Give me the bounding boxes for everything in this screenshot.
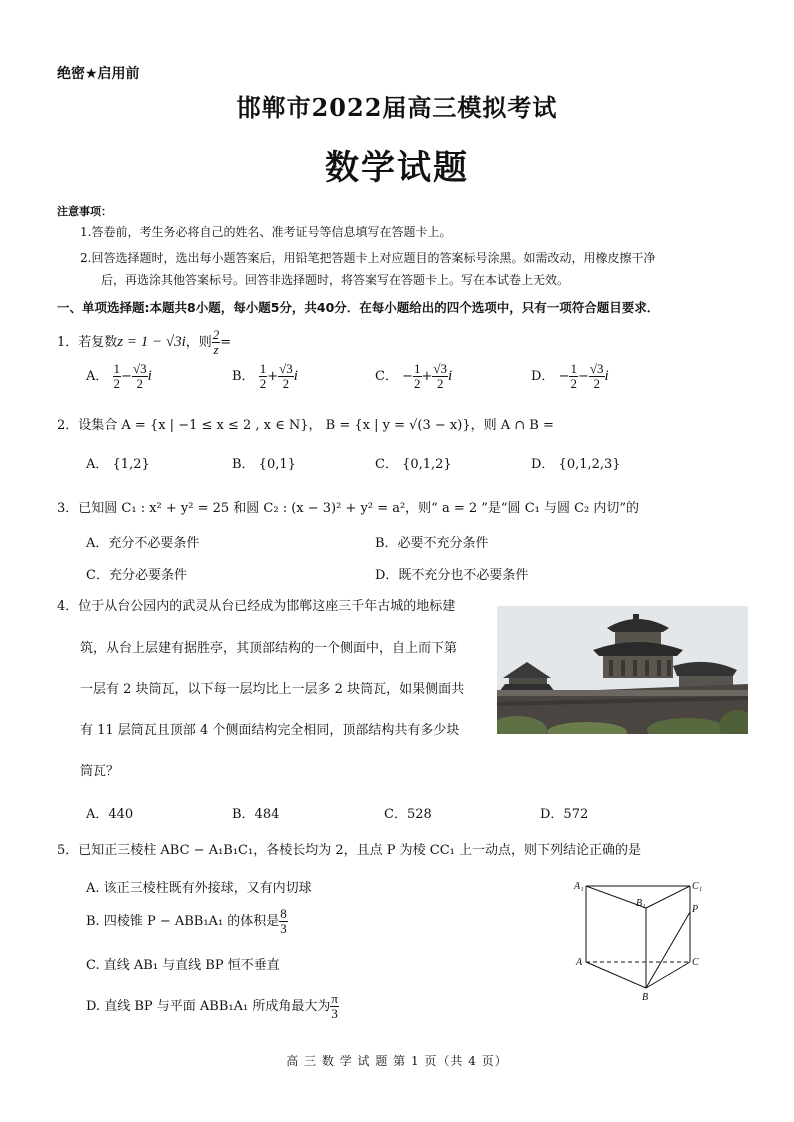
wuling-tower-photo bbox=[497, 606, 748, 734]
question-3-option-c: C．充分必要条件 bbox=[86, 568, 187, 583]
question-5-option-b: B. 四棱锥 P − ABB₁A₁ 的体积是 $\frac{8}{3}$ bbox=[86, 906, 287, 936]
notice-item-2-line-1: 2.回答选择题时，选出每小题答案后，用铅笔把答题卡上对应题目的答案标号涂黑。如需改动，用橡皮擦干净 bbox=[80, 251, 656, 265]
question-4-line-3: 一层有 2 块筒瓦，以下每一层均比上一层多 2 块筒瓦，如果侧面共 bbox=[80, 682, 465, 697]
label-c: C bbox=[692, 957, 699, 968]
label-b: B bbox=[642, 992, 649, 1003]
exam-title: 邯郸市2022届高三模拟考试 bbox=[236, 93, 558, 122]
segment-bp bbox=[646, 912, 690, 988]
question-4-line-1: 4．位于从台公园内的武灵从台已经成为邯郸这座三千年古城的地标建 bbox=[57, 599, 456, 614]
question-2-option-d: D． {0,1,2,3} bbox=[531, 457, 621, 472]
subject-title: 数学试题 bbox=[325, 148, 469, 188]
notice-item-2-line-2: 后，再选涂其他答案标号。回答非选择题时，将答案写在答题卡上。写在本试卷上无效。 bbox=[101, 273, 570, 287]
edge-bc bbox=[646, 962, 690, 988]
question-4-option-d: D．572 bbox=[540, 807, 589, 822]
question-4-line-4: 有 11 层筒瓦且顶部 4 个侧面结构完全相同，顶部结构共有多少块 bbox=[80, 723, 460, 738]
question-4-line-2: 筑，从台上层建有据胜亭，其顶部结构的一个侧面中，自上而下第 bbox=[80, 641, 458, 656]
question-4-line-5: 筒瓦？ bbox=[80, 764, 120, 779]
question-1-stem: 1．若复数z = 1 − √3i，则 $\frac{2}{z}$ = bbox=[57, 327, 232, 357]
question-5-option-c: C. 直线 AB₁ 与直线 BP 恒不垂直 bbox=[86, 958, 280, 973]
question-1-option-b: B． $\frac{1}{2}$ + $\frac{√3}{2}$ i bbox=[232, 361, 298, 391]
edge-b1c1 bbox=[646, 886, 690, 908]
question-2-option-c: C． {0,1,2} bbox=[375, 457, 452, 472]
label-a1: A₁ bbox=[574, 881, 584, 892]
question-2-option-a: A． {1,2} bbox=[86, 457, 150, 472]
question-3-option-a: A．充分不必要条件 bbox=[86, 536, 200, 551]
question-3-option-d: D．既不充分也不必要条件 bbox=[375, 568, 529, 583]
edge-ab bbox=[586, 962, 646, 988]
question-5-option-a: A. 该正三棱柱既有外接球，又有内切球 bbox=[86, 881, 312, 896]
question-4-option-b: B．484 bbox=[232, 807, 280, 822]
prism-figure bbox=[570, 876, 710, 1006]
question-2-option-b: B． {0,1} bbox=[232, 457, 296, 472]
question-1-option-c: C． − $\frac{1}{2}$ + $\frac{√3}{2}$ i bbox=[375, 361, 453, 391]
question-3-option-b: B．必要不充分条件 bbox=[375, 536, 489, 551]
notice-heading: 注意事项： bbox=[57, 205, 112, 218]
question-5-option-d: D. 直线 BP 与平面 ABB₁A₁ 所成角最大为 $\frac{\pi}{3}$ bbox=[86, 991, 338, 1021]
question-4-option-a: A．440 bbox=[86, 807, 134, 822]
question-1-option-d: D． − $\frac{1}{2}$ − $\frac{√3}{2}$ i bbox=[531, 361, 609, 391]
section-heading: 一、单项选择题:本题共8小题，每小题5分，共40分．在每小题给出的四个选项中，只有一项符合题目要求． bbox=[57, 300, 660, 315]
label-p: P bbox=[692, 904, 699, 915]
notice-item-1: 1.答卷前，考生务必将自己的姓名、准考证号等信息填写在答题卡上。 bbox=[80, 225, 452, 239]
label-c1: C₁ bbox=[692, 881, 703, 892]
confidential-label: 绝密★启用前 bbox=[57, 66, 140, 82]
question-3-stem: 3．已知圆 C₁ : x² + y² = 25 和圆 C₂ : (x − 3)² + y² = a²，则“ a = 2 ”是“圆 C₁ 与圆 C₂ 内切”的 bbox=[57, 501, 640, 516]
question-1-option-a: A． $\frac{1}{2}$ − $\frac{√3}{2}$ i bbox=[86, 361, 152, 391]
page-footer: 高 三 数 学 试 题 第 1 页（共 4 页） bbox=[286, 1054, 508, 1068]
question-5-stem: 5．已知正三棱柱 ABC − A₁B₁C₁，各棱长均为 2，且点 P 为棱 CC₁ 上一动点，则下列结论正确的是 bbox=[57, 843, 641, 858]
label-a: A bbox=[576, 957, 583, 968]
label-b1: B₁ bbox=[636, 898, 646, 909]
question-4-option-c: C．528 bbox=[384, 807, 432, 822]
question-2-stem: 2．设集合 A = {x | −1 ≤ x ≤ 2 , x ∈ N}， B = {x | y = √(3 − x)}，则 A ∩ B = bbox=[57, 418, 554, 433]
